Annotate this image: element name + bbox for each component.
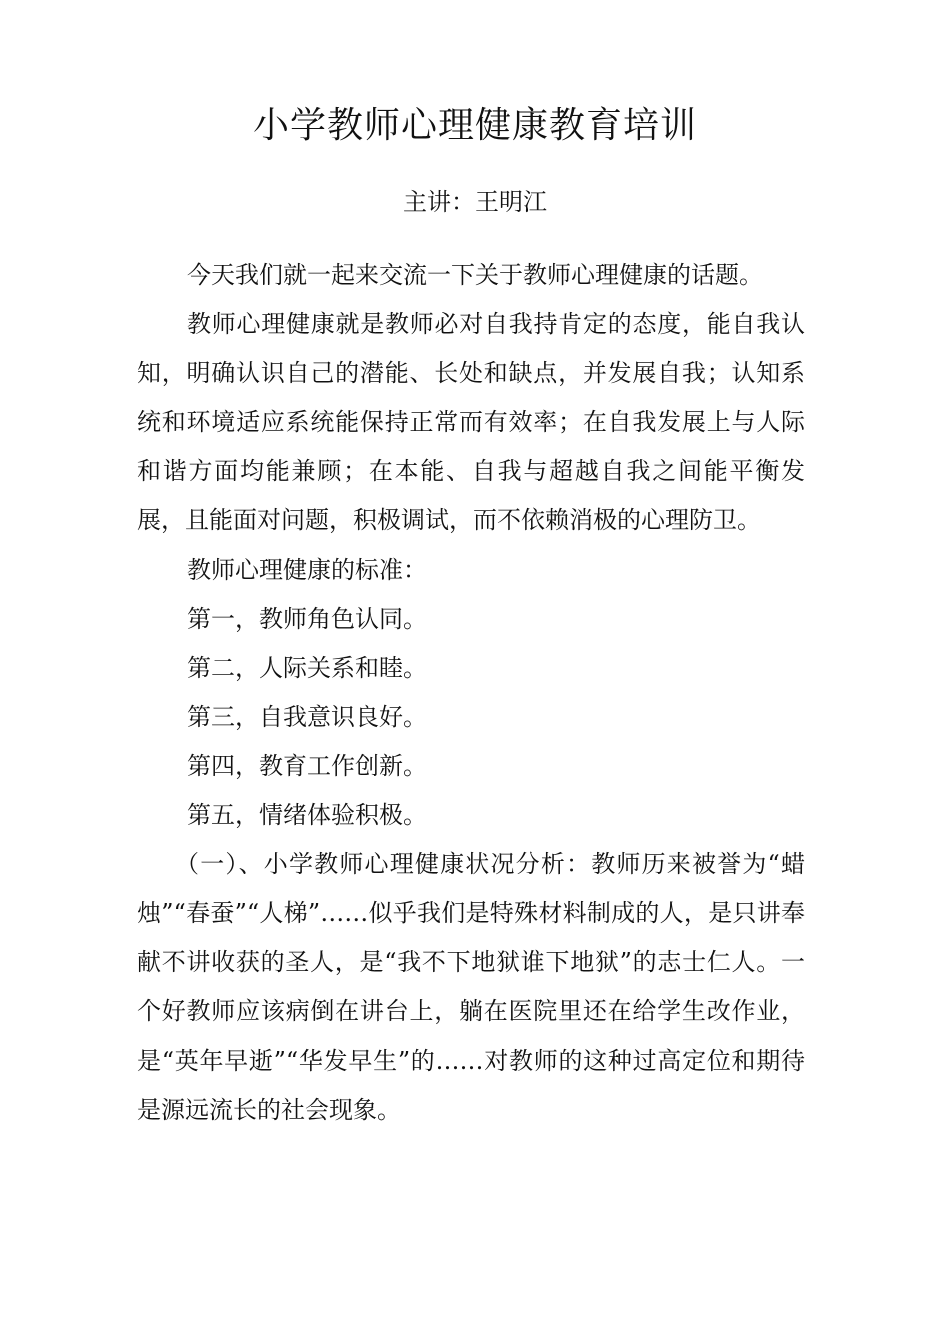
standard-item: 第四，教育工作创新。	[187, 751, 427, 780]
standard-item: 第二，人际关系和睦。	[187, 653, 427, 682]
document-body	[137, 251, 805, 1135]
document-title: 小学教师心理健康教育培训	[252, 105, 697, 146]
standard-item: 第五，情绪体验积极。	[187, 801, 427, 830]
standard-item: 第一，教师角色认同。	[187, 604, 427, 633]
standard-item: 第三，自我意识良好。	[187, 702, 427, 731]
section-one-paragraph: （一）、小学教师心理健康状况分析：教师历来被誉为“蜡烛”“春蚕”“人梯”……似乎我们是特殊材料制成的人，是只讲奉献不讲收获的圣人，是“我不下地狱谁下地狱”的志士仁人。一个好教师应该病倒在讲台上，躺在医院里还在给学生改作业，是“英年早逝”“华发早生”的……对教师的这种过高定位和期待是源远流长的社会现象。	[137, 850, 805, 1124]
intro-paragraph: 今天我们就一起来交流一下关于教师心理健康的话题。	[187, 261, 763, 289]
definition-paragraph: 教师心理健康就是教师必对自我持肯定的态度，能自我认知，明确认识自己的潜能、长处和缺点，并发展自我；认知系统和环境适应系统能保持正常而有效率；在自我发展上与人际和谐方面均能兼顾；在本能、自我与超越自我之间能平衡发展，且能面对问题，积极调试，而不依赖消极的心理防卫。	[137, 310, 805, 535]
standards-heading: 教师心理健康的标准：	[187, 555, 427, 584]
document-author: 主讲：王明江	[403, 188, 547, 216]
